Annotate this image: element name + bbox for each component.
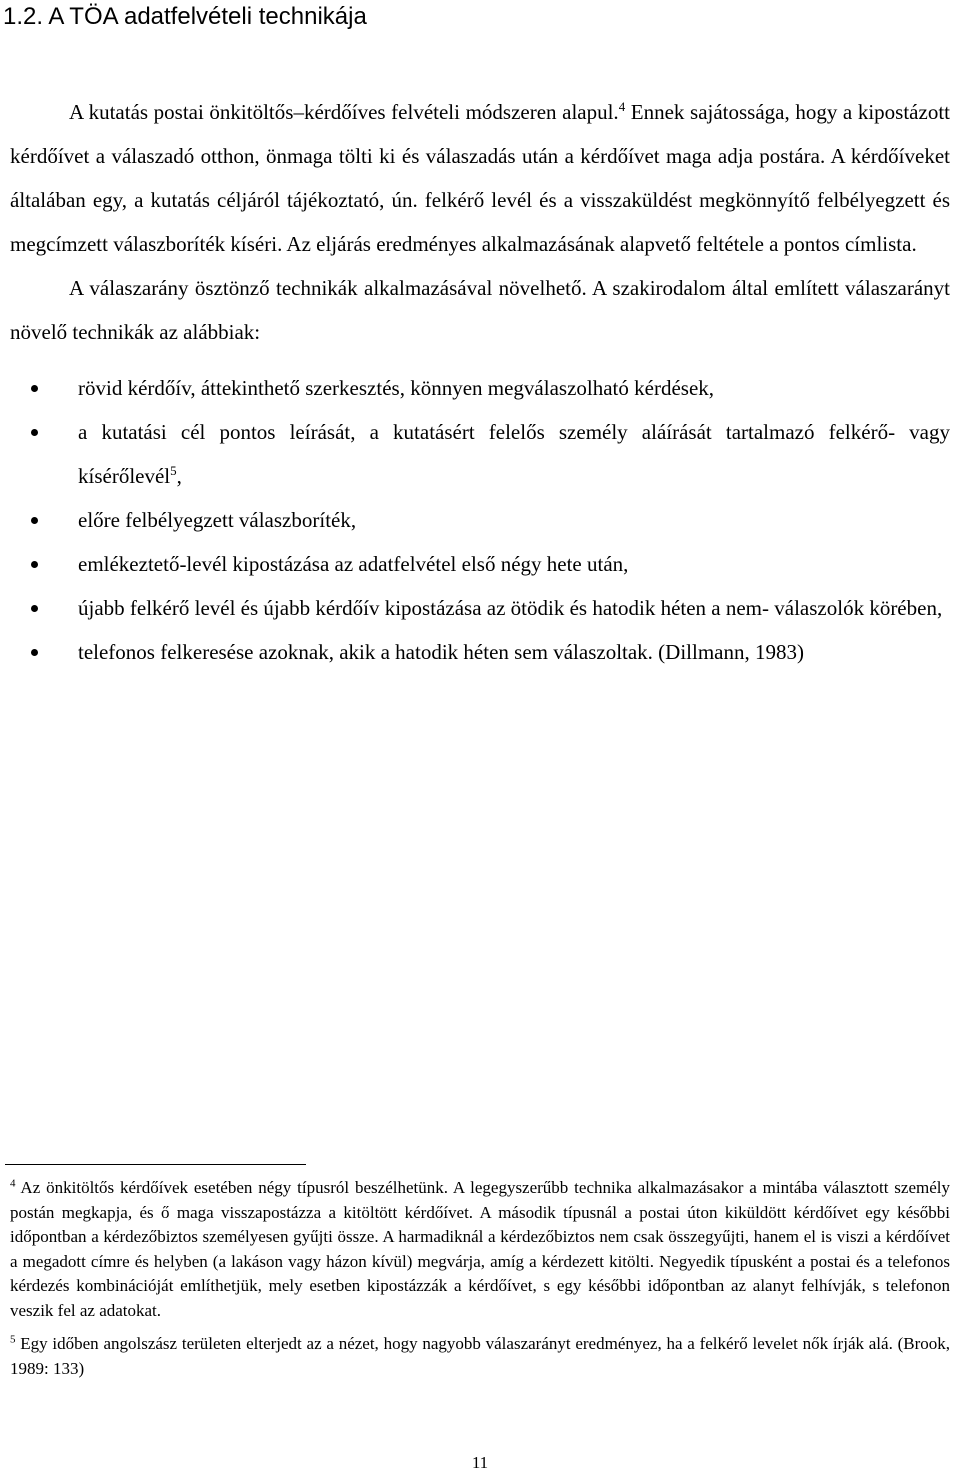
paragraph-2: A válaszarány ösztönző technikák alkalmazásával növelhető. A szakirodalom által említett válaszarányt növelő technikák az alábbiak:: [10, 276, 950, 344]
list-item: [10, 410, 950, 498]
list-item: [10, 366, 950, 410]
paragraph-1: [10, 90, 950, 266]
footnote-5: [10, 1332, 950, 1381]
list-item-text: rövid kérdőív, áttekinthető szerkesztés, könnyen megválaszolható kérdések,: [78, 376, 715, 400]
paragraph-1-part-2: Ennek sajátossága, hogy a kipostázott kérdőívet a válaszadó otthon, önmaga tölti ki és válaszadás után a kérdőívet maga adja postára. A kérdőíveket általában egy, a kutatás céljáról tájékoztató, ún. felkérő levél és a visszaküldést megkönnyítő felbélyegzett és megcímzett válaszboríték kíséri. Az eljárás eredményes alkalmazásának alapvető feltétele a pontos címlista.: [10, 100, 950, 256]
bullet-icon: [31, 561, 38, 568]
paragraph-1-part-1: A kutatás postai önkitöltős–kérdőíves felvételi módszeren alapul.: [69, 100, 619, 124]
bullet-icon: [31, 385, 38, 392]
list-item-text: a kutatási cél pontos leírását, a kutatásért felelős személy aláírását tartalmazó felkérő- vagy kísérőlevél: [78, 420, 950, 488]
list-item: [10, 586, 950, 630]
list-item-punctuation: ,: [176, 464, 182, 488]
list-item: [10, 630, 950, 674]
footnotes: [10, 1176, 950, 1381]
footnote-number: 4: [10, 1177, 16, 1190]
footnote-text: Az önkitöltős kérdőívek esetében négy típusról beszélhetünk. A legegyszerűbb technika alkalmazásakor a mintába választott személy postán megkapja, és ő maga visszapostázza a kitöltött kérdőívet. A második típusnál a postai úton kiküldött kérdőívet egy későbbi időpontban a kérdezőbiztos személyesen gyűjti össze. A harmadiknál a kérdezőbiztos nem csak összegyűjti, hanem el is viszi a kérdőívet a megadott címre és helyben (a lakáson vagy házon kívül) megvárja, amíg a kérdezett kitölti. Negyedik típusként a postai és a telefonos kérdezés kombinációját említhetjük, mely esetben kipostázzák a kérdőívet, s egy későbbi időpontban az alanyt felhívják, s telefonon veszik fel az adatokat.: [10, 1178, 950, 1320]
bullet-icon: [31, 649, 38, 656]
list-item-text: telefonos felkeresése azoknak, akik a hatodik héten sem válaszoltak. (Dillmann, 1983): [78, 640, 804, 664]
list-item: [10, 498, 950, 542]
footnote-separator: [5, 1164, 306, 1165]
list-item: [10, 542, 950, 586]
bullet-icon: [31, 517, 38, 524]
list-item-text: emlékeztető-levél kipostázása az adatfelvétel első négy hete után,: [78, 552, 629, 576]
technique-list: [10, 366, 950, 674]
footnote-text: Egy időben angolszász területen elterjedt az a nézet, hogy nagyobb válaszarányt eredményez, ha a felkérő levelet nők írják alá. (Brook, 1989: 133): [10, 1334, 950, 1378]
footnote-4: [10, 1176, 950, 1323]
footnote-ref-4[interactable]: 4: [618, 99, 626, 114]
bullet-icon: [31, 605, 38, 612]
main-text: [10, 90, 950, 674]
footnote-number: 5: [10, 1333, 16, 1346]
section-heading: 1.2. A TÖA adatfelvételi technikája: [3, 3, 367, 30]
list-item-text: előre felbélyegzett válaszboríték,: [78, 508, 357, 532]
page-number: 11: [471, 1453, 489, 1472]
list-item-text: újabb felkérő levél és újabb kérdőív kipostázása az ötödik és hatodik héten a nem- válaszolók körében,: [78, 596, 943, 620]
bullet-icon: [31, 429, 38, 436]
footnote-ref-5[interactable]: 5: [170, 463, 177, 478]
